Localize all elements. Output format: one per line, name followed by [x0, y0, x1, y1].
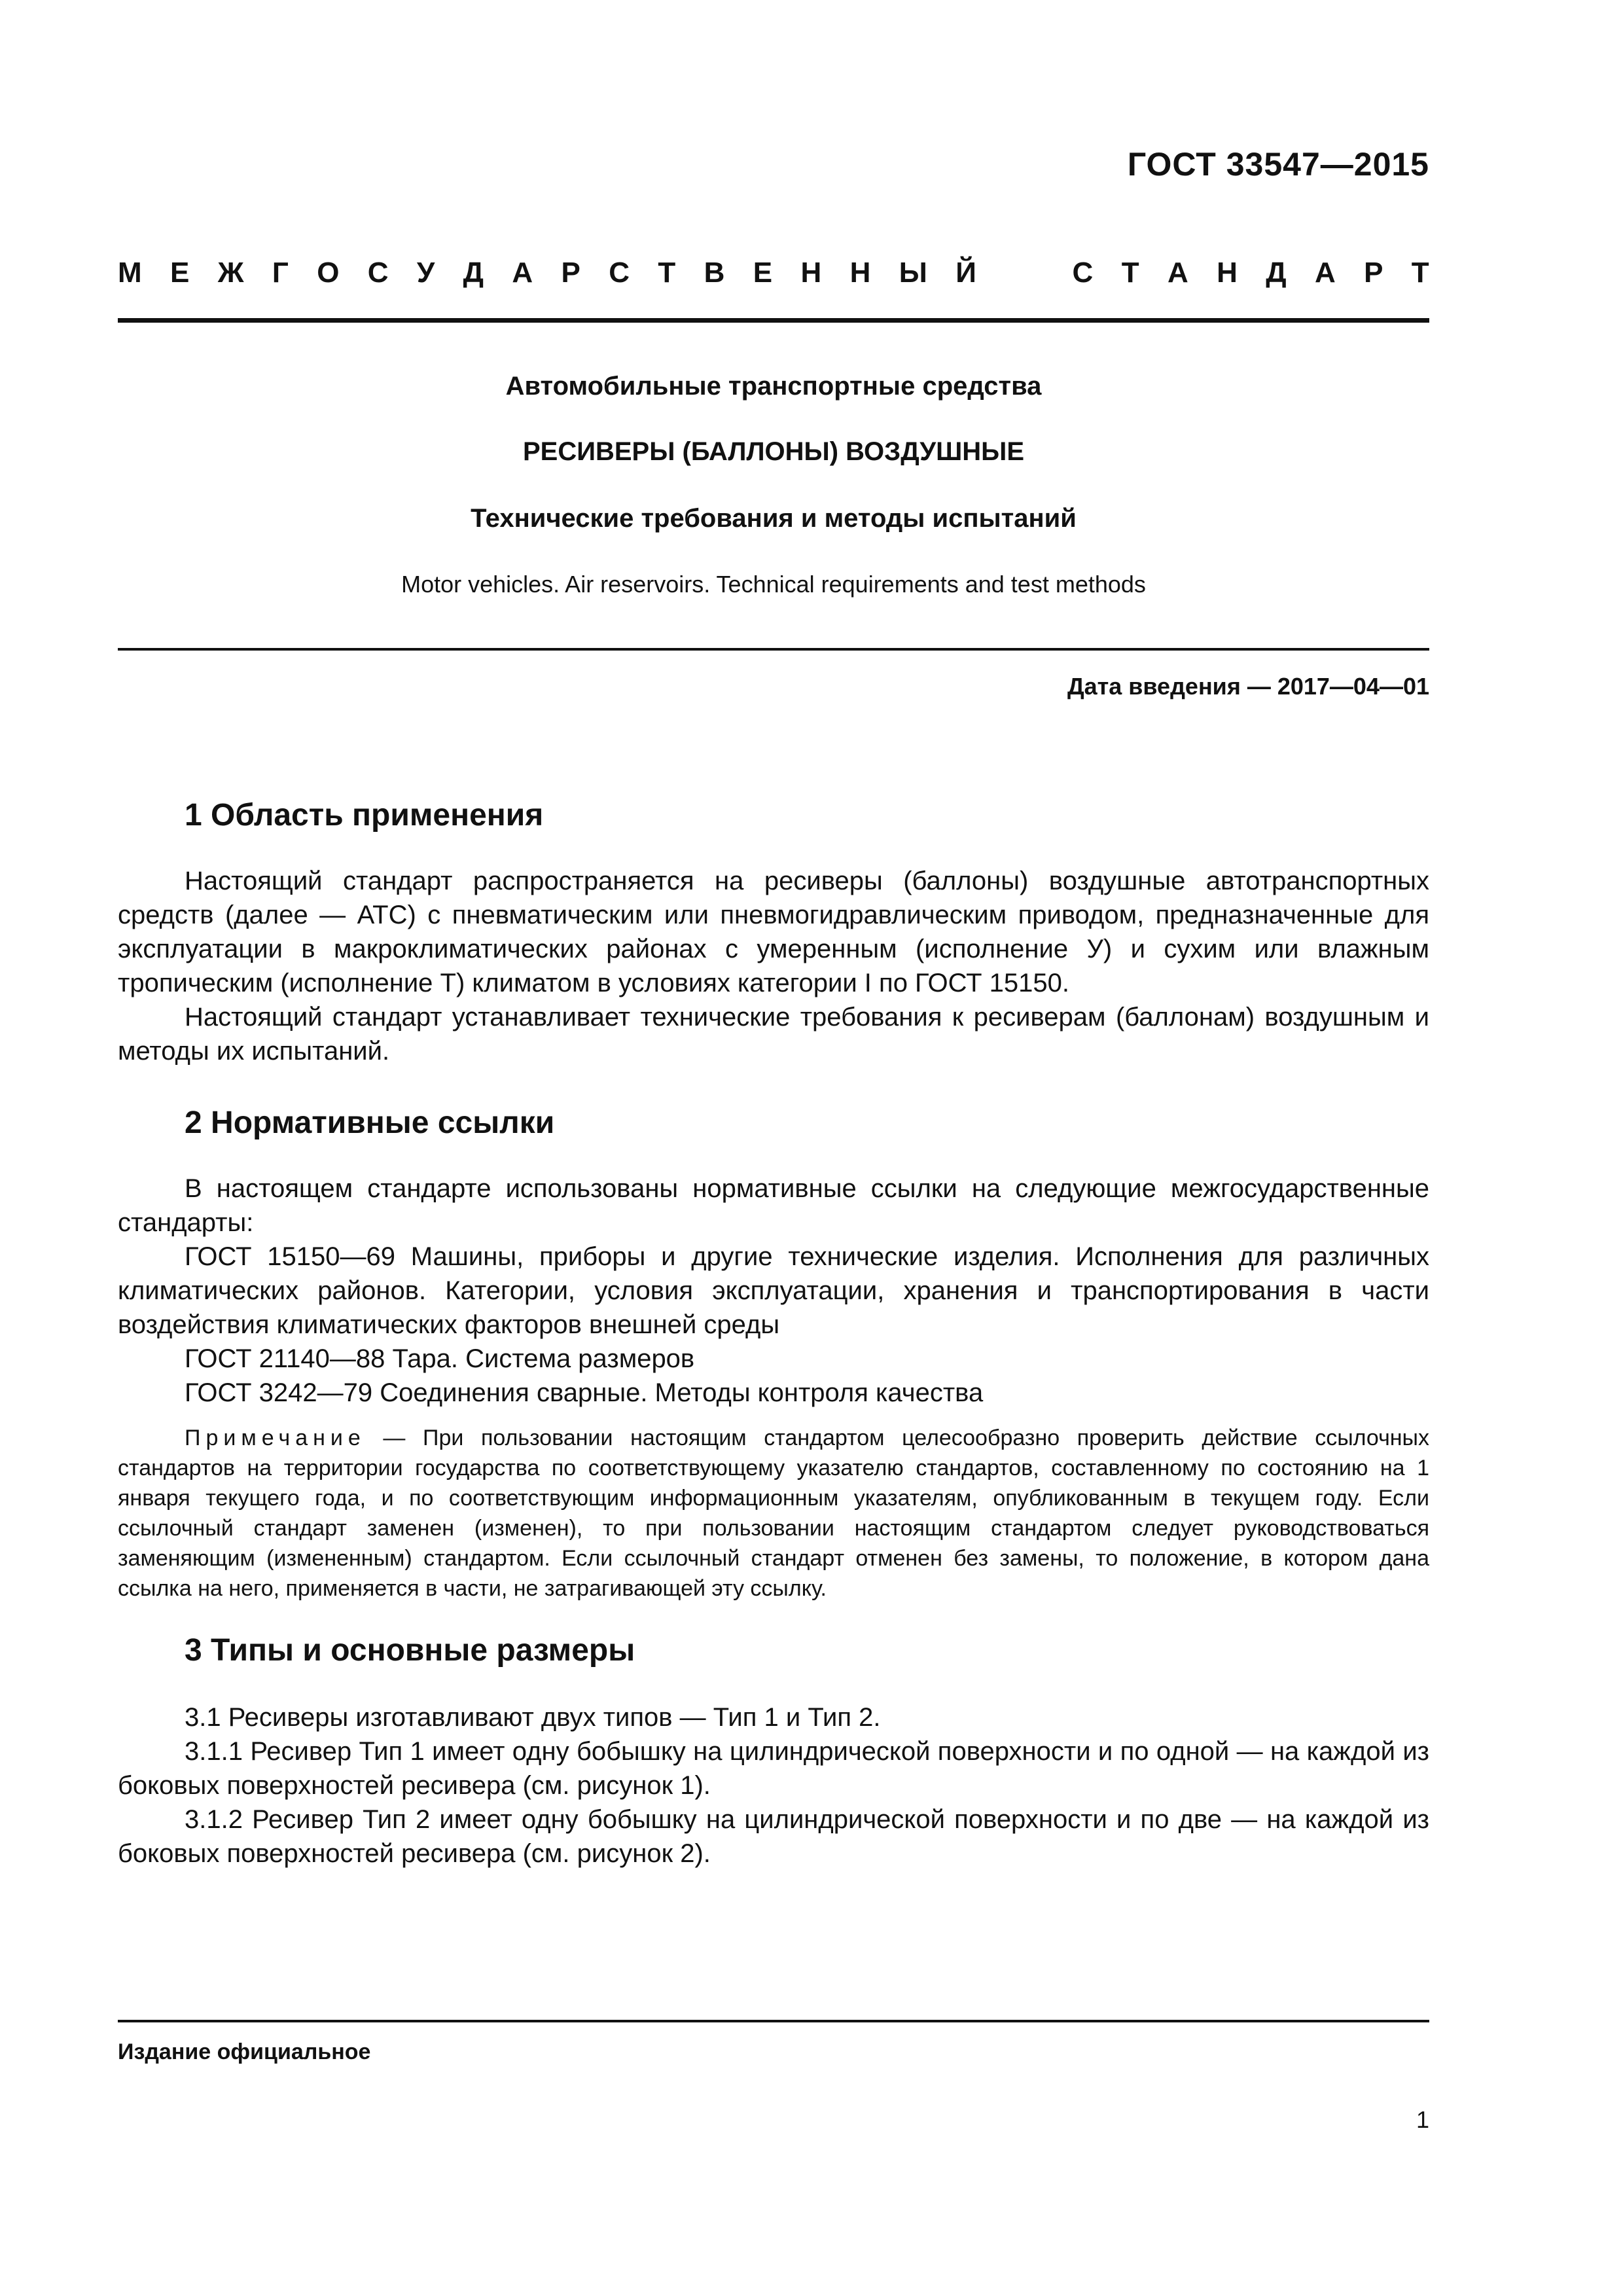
reference-item: ГОСТ 21140—88 Тара. Система размеров: [185, 1344, 695, 1373]
banner-letter: В: [704, 257, 725, 289]
banner-letter: А: [512, 257, 533, 289]
banner-letter: Р: [1364, 257, 1383, 289]
title-line-3: Технические требования и методы испытаний: [471, 504, 1077, 533]
banner-letter: Р: [561, 257, 580, 289]
banner-letter: Д: [463, 257, 484, 289]
note-paragraph: [118, 1423, 1429, 1604]
gost-number: ГОСТ 33547—2015: [1127, 146, 1429, 183]
title-line-2: РЕСИВЕРЫ (БАЛЛОНЫ) ВОЗДУШНЫЕ: [522, 437, 1024, 466]
banner-letter: С: [367, 257, 389, 289]
note-label: Примечание: [185, 1426, 366, 1450]
banner-letter: Ж: [217, 257, 244, 289]
banner-letter: О: [317, 257, 340, 289]
banner-letter: Н: [1217, 257, 1238, 289]
reference-item: ГОСТ 15150—69 Машины, приборы и другие технические изделия. Исполнения для различных климатических районов. Категории, условия эксплуатации, хранения и транспортирования в части воздействия климатических факторов внешней среды: [118, 1242, 1429, 1339]
title-line-1: Автомобильные транспортные средства: [505, 372, 1042, 401]
section-2-paragraph-1: В настоящем стандарте использованы нормативные ссылки на следующие межгосударственные стандарты:: [118, 1174, 1429, 1237]
header-divider: [118, 318, 1429, 323]
banner-letter: Д: [1266, 257, 1287, 289]
english-title: Motor vehicles. Air reservoirs. Technical requirements and test methods: [401, 571, 1146, 598]
section-2-heading: 2 Нормативные ссылки: [185, 1105, 555, 1140]
banner-letter: Т: [1121, 257, 1139, 289]
banner-letter: Г: [272, 257, 289, 289]
interstate-standard-banner: [118, 257, 1429, 289]
section-2-body: [118, 1172, 1429, 1604]
banner-letter: С: [609, 257, 630, 289]
banner-letter: С: [1072, 257, 1094, 289]
section-3-body: [118, 1700, 1429, 1871]
reference-item: ГОСТ 3242—79 Соединения сварные. Методы контроля качества: [185, 1378, 984, 1407]
banner-letter: Н: [800, 257, 822, 289]
banner-letter: Й: [955, 257, 976, 289]
banner-letter: У: [416, 257, 435, 289]
official-edition-label: Издание официальное: [118, 2039, 371, 2064]
banner-letter: М: [118, 257, 142, 289]
section-3-paragraph-2: 3.1.1 Ресивер Тип 1 имеет одну бобышку на цилиндрической поверхности и по одной — на каждой из боковых поверхностей ресивера (см. рисунок 1).: [118, 1737, 1429, 1800]
section-1-body: [118, 864, 1429, 1068]
banner-letter: Т: [1411, 257, 1429, 289]
banner-letter: Е: [753, 257, 773, 289]
section-3-paragraph-3: 3.1.2 Ресивер Тип 2 имеет одну бобышку на цилиндрической поверхности и по две — на каждой из боковых поверхностей ресивера (см. рисунок 2).: [118, 1805, 1429, 1868]
banner-word-gap: [1005, 257, 1044, 289]
section-3-heading: 3 Типы и основные размеры: [185, 1633, 635, 1668]
section-3-paragraph-1: 3.1 Ресиверы изготавливают двух типов — Тип 1 и Тип 2.: [185, 1703, 881, 1732]
banner-letter: А: [1314, 257, 1336, 289]
note-text: — При пользовании настоящим стандартом целесообразно проверить действие ссылочных стандартов на территории государства по соответствующему указателю стандартов, составленному по состоянию на 1 января текущего года, и по соответствующим информационным указателям, опубликованным в текущем году. Если ссылочный стандарт заменен (изменен), то при пользовании настоящим стандартом следует руководствоваться заменяющим (измененным) стандартом. Если ссылочный стандарт отменен без замены, то положение, в котором дана ссылка на него, применяется в части, не затрагивающей эту ссылку.: [118, 1426, 1429, 1601]
banner-letter: А: [1167, 257, 1188, 289]
section-1-heading: 1 Область применения: [185, 798, 544, 833]
banner-letter: Н: [849, 257, 871, 289]
banner-letter: Е: [170, 257, 190, 289]
title-divider: [118, 648, 1429, 651]
banner-letter: Т: [658, 257, 676, 289]
banner-letter: Ы: [899, 257, 927, 289]
section-1-paragraph-2: Настоящий стандарт устанавливает технические требования к ресиверам (баллонам) воздушным и методы их испытаний.: [118, 1003, 1429, 1066]
section-1-paragraph-1: Настоящий стандарт распространяется на ресиверы (баллоны) воздушные автотранспортных средств (далее — АТС) с пневматическим или пневмогидравлическим приводом, предназначенные для эксплуатации в макроклиматических районах с умеренным (исполнение У) и сухим или влажным тропическим (исполнение Т) климатом в условиях категории I по ГОСТ 15150.: [118, 867, 1429, 997]
introduction-date: Дата введения — 2017—04—01: [1067, 673, 1429, 700]
page-number: 1: [1416, 2106, 1429, 2133]
footer-divider: [118, 2020, 1429, 2022]
